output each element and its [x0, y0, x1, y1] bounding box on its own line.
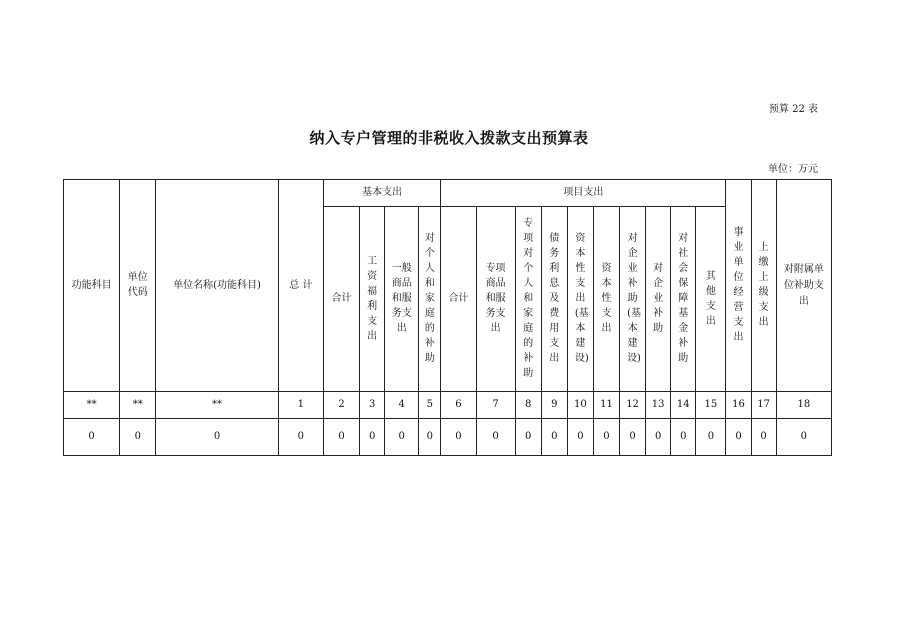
table-cell: 15	[696, 392, 726, 419]
table-cell: 0	[120, 419, 156, 456]
header-func-subject: 功能科目	[64, 180, 120, 392]
header-upper: 上缴上级支出	[751, 180, 776, 392]
header-basic-personal: 对个人和家庭的补助	[419, 207, 441, 392]
header-unit-name: 单位名称(功能科目)	[156, 180, 278, 392]
header-proj-capital: 资本性支出	[593, 207, 619, 392]
header-proj-debt: 债务利息及费用支出	[541, 207, 567, 392]
table-cell: 0	[278, 419, 323, 456]
table-cell: 0	[360, 419, 385, 456]
header-basic-sum: 合计	[323, 207, 359, 392]
table-cell: 0	[620, 419, 646, 456]
header-proj-other: 其他支出	[696, 207, 726, 392]
table-cell: 2	[323, 392, 359, 419]
value-row	[64, 419, 832, 456]
table-cell: 0	[646, 419, 671, 456]
header-total: 总 计	[278, 180, 323, 392]
table-cell: 17	[751, 392, 776, 419]
table-cell: 0	[441, 419, 476, 456]
table-cell: 4	[385, 392, 419, 419]
table-cell: 0	[156, 419, 278, 456]
header-proj-enterprise-basic: 对企业补助(基本建设)	[620, 207, 646, 392]
header-basic-goods: 一般商品和服务支出	[385, 207, 419, 392]
table-cell: **	[64, 392, 120, 419]
page-title: 纳入专户管理的非税收入拨款支出预算表	[309, 129, 589, 147]
header-project: 项目支出	[441, 180, 726, 207]
table-cell: 0	[419, 419, 441, 456]
table-number: 预算 22 表	[768, 104, 818, 115]
header-basic: 基本支出	[323, 180, 440, 207]
budget-table	[63, 179, 832, 456]
unit-label: 单位：万元	[768, 164, 818, 175]
table-cell: 0	[593, 419, 619, 456]
header-proj-enterprise: 对企业补助	[646, 207, 671, 392]
table-cell: 0	[696, 419, 726, 456]
header-proj-capital-basic: 资本性支出(基本建设)	[567, 207, 593, 392]
table-cell: 0	[567, 419, 593, 456]
table-cell: 8	[515, 392, 541, 419]
header-business: 事业单位经营支出	[726, 180, 751, 392]
table-cell: 10	[567, 392, 593, 419]
table-cell: 18	[776, 392, 831, 419]
header-proj-personal: 专项对个人和家庭的补助	[515, 207, 541, 392]
table-cell: 0	[751, 419, 776, 456]
header-proj-sum: 合计	[441, 207, 476, 392]
table-cell: 1	[278, 392, 323, 419]
header-proj-goods: 专项商品和服务支出	[476, 207, 515, 392]
table-cell: 0	[385, 419, 419, 456]
table-cell: 6	[441, 392, 476, 419]
table-cell: **	[120, 392, 156, 419]
table-cell: 7	[476, 392, 515, 419]
header-unit-code: 单位代码	[120, 180, 156, 392]
table-cell: 0	[64, 419, 120, 456]
table-cell: 0	[671, 419, 696, 456]
table-cell: **	[156, 392, 278, 419]
header-affiliated: 对附属单位补助支出	[776, 180, 831, 392]
table-cell: 11	[593, 392, 619, 419]
table-cell: 14	[671, 392, 696, 419]
table-cell: 3	[360, 392, 385, 419]
table-cell: 0	[323, 419, 359, 456]
table-cell: 0	[541, 419, 567, 456]
table-cell: 5	[419, 392, 441, 419]
table-cell: 0	[776, 419, 831, 456]
table-cell: 0	[726, 419, 751, 456]
header-basic-wage: 工资福利支出	[360, 207, 385, 392]
table-cell: 13	[646, 392, 671, 419]
number-row	[64, 392, 832, 419]
table-cell: 9	[541, 392, 567, 419]
table-cell: 0	[515, 419, 541, 456]
table-cell: 0	[476, 419, 515, 456]
table-cell: 16	[726, 392, 751, 419]
table-cell: 12	[620, 392, 646, 419]
header-proj-social: 对社会保障基金补助	[671, 207, 696, 392]
